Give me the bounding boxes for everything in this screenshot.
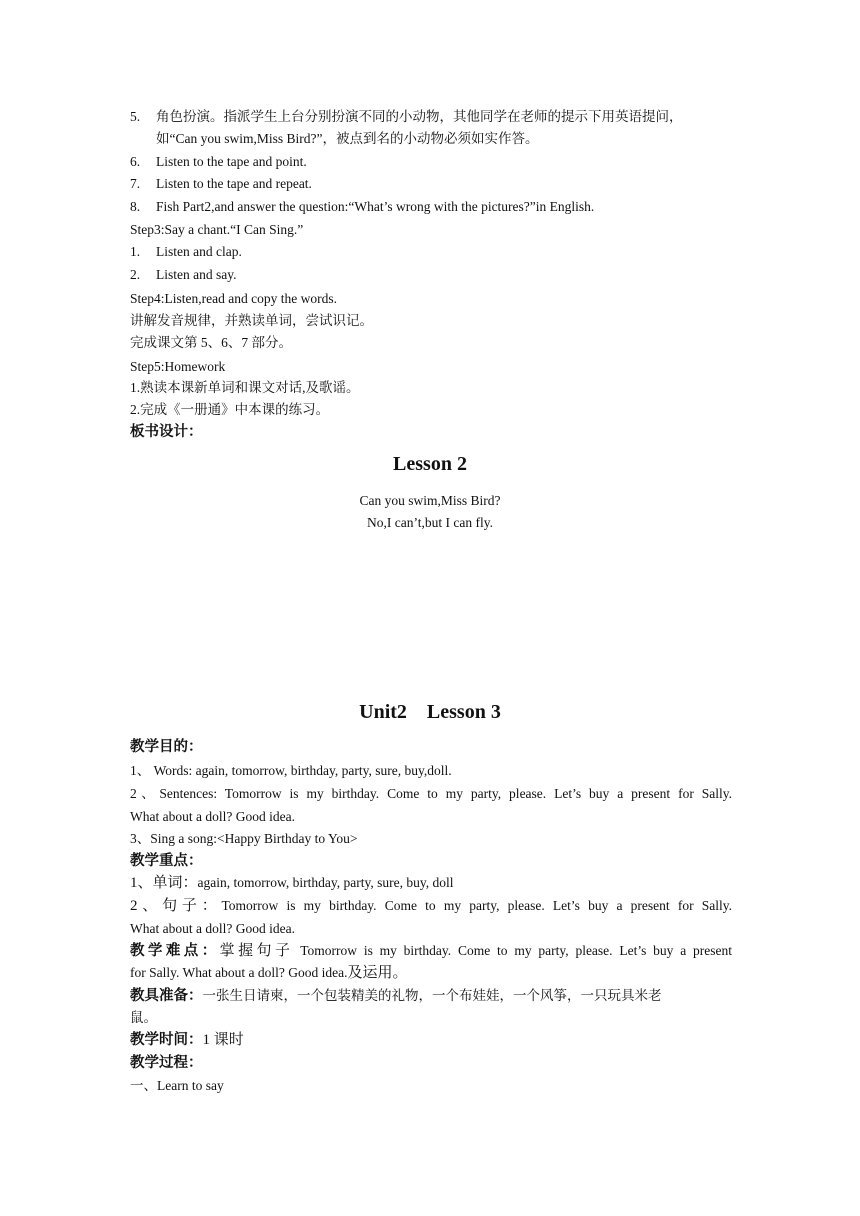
list-item: 8. Fish Part2,and answer the question:“What’s wrong with the pictures?”in English. (130, 199, 595, 214)
list-item: 5. 角色扮演。指派学生上台分别扮演不同的小动物，其他同学在老师的提示下用英语提问， (130, 109, 683, 124)
key-point-line: 2、句子：Tomorrow is my birthday. Come to my party, please. Let’s buy a present for Sally. (130, 898, 732, 914)
list-item-continuation: 如“Can you swim,Miss Bird?”，被点到名的小动物必须如实作答。 (156, 131, 539, 146)
board-title: Lesson 2 (393, 453, 467, 475)
step3-title: Step3:Say a chant.“I Can Sing.” (130, 222, 304, 237)
list-item: 2. Listen and say. (130, 267, 237, 282)
list-item: 6. Listen to the tape and point. (130, 154, 307, 169)
teaching-time-line: 教学时间：1 课时 (130, 1032, 244, 1048)
objectives-heading: 教学目的： (130, 739, 203, 755)
process-line: 一、Learn to say (130, 1078, 224, 1093)
difficult-points-line: for Sally. What about a doll? Good idea.及运用。 (130, 965, 408, 981)
difficult-points-line: 教学难点：掌握句子 Tomorrow is my birthday. Come to my party, please. Let’s buy a present (130, 943, 732, 959)
step5-line: 2.完成《一册通》中本课的练习。 (130, 402, 330, 417)
objective-line: 1、 Words: again, tomorrow, birthday, party, sure, buy,doll. (130, 763, 452, 778)
list-item: 7. Listen to the tape and repeat. (130, 176, 312, 191)
step4-line: 完成课文第 5、6、7 部分。 (130, 335, 292, 350)
key-point-line: What about a doll? Good idea. (130, 921, 295, 936)
list-item: 1. Listen and clap. (130, 244, 242, 259)
objective-line: 2、Sentences: Tomorrow is my birthday. Come to my party, please. Let’s buy a present for Sally. (130, 786, 732, 801)
step4-title: Step4:Listen,read and copy the words. (130, 291, 337, 306)
key-points-heading: 教学重点： (130, 853, 203, 869)
unit-title: Unit2 Lesson 3 (359, 701, 501, 723)
step5-line: 1.熟读本课新单词和课文对话,及歌谣。 (130, 380, 360, 395)
objective-line: What about a doll? Good idea. (130, 809, 295, 824)
step4-line: 讲解发音规律，并熟读单词，尝试识记。 (130, 313, 373, 328)
materials-line: 教具准备：一张生日请柬，一个包装精美的礼物，一个布娃娃，一个风筝，一只玩具米老 (130, 988, 662, 1004)
key-point-line: 1、单词：again, tomorrow, birthday, party, sure, buy, doll (130, 875, 454, 891)
objective-line: 3、Sing a song:<Happy Birthday to You> (130, 831, 358, 846)
board-design-heading: 板书设计： (130, 424, 203, 440)
process-heading: 教学过程： (130, 1055, 203, 1071)
board-line: Can you swim,Miss Bird? (359, 493, 501, 508)
materials-line: 鼠。 (130, 1010, 157, 1025)
board-line: No,I can’t,but I can fly. (367, 515, 493, 530)
step5-title: Step5:Homework (130, 359, 226, 374)
